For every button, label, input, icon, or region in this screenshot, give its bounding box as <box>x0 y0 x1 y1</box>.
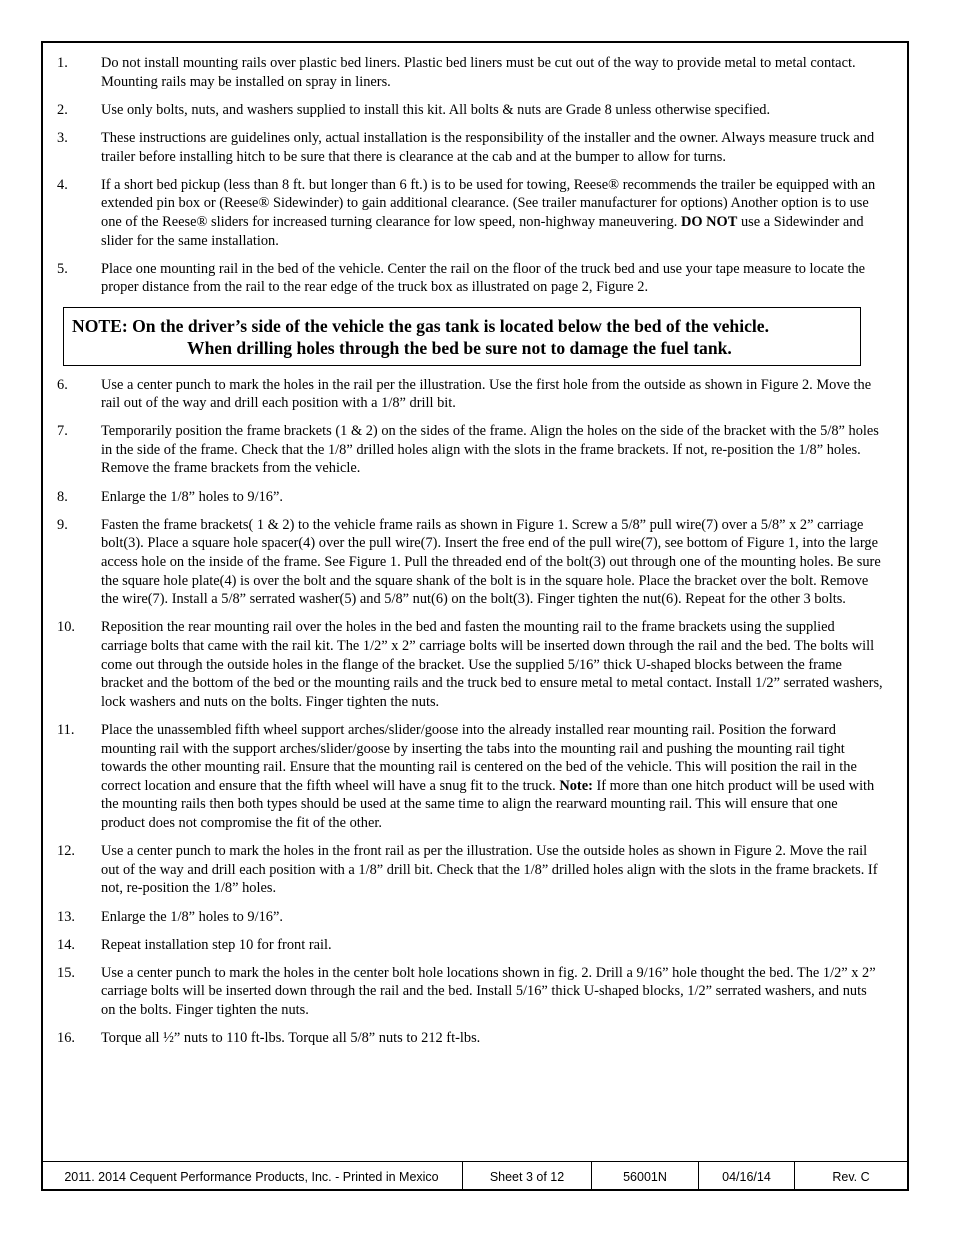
note-line-2: When drilling holes through the bed be sure not to damage the fuel tank. <box>187 337 732 358</box>
item-text: Reposition the rear mounting rail over the holes in the bed and fasten the mounting rail to the frame brackets using the supplied carriage bolts that came with the rail kit. The 1/2” x 2” carriage bolts will be inserted down through the rail and the bed. The bolts will come out through the outside holes in the flange of the bracket. Use the supplied 5/16” thick U-shaped blocks between the frame bracket and the bottom of the bed or the mounting rails and the truck bed to ensure metal to metal contact. Install 1/2” serrated washers, lock washers and nuts on the bolts. Finger tighten the nuts. <box>101 619 883 710</box>
item-number: 7. <box>57 423 68 440</box>
instruction-group-a <box>57 54 883 297</box>
instruction-item <box>57 516 883 609</box>
fuel-tank-note <box>63 307 861 366</box>
instruction-item <box>57 488 883 507</box>
item-number: 9. <box>57 516 68 533</box>
item-number: 13. <box>57 908 75 925</box>
item-text-part: If more than one hitch product will be used with the mounting rails then both types should be used at the same time to align the rearward mounting rail. This will ensure that one product does not compromise the fit of the other. <box>101 777 875 831</box>
instruction-list <box>57 54 883 1057</box>
item-number: 2. <box>57 101 68 118</box>
item-text <box>101 176 883 250</box>
instruction-item <box>57 1029 883 1048</box>
item-text: Use a center punch to mark the holes in the front rail as per the illustration. Use the outside holes as shown in Figure 2. Move the rail out of the way and drill each position with a 1/8” drill bit. Check that the 1/8” drilled holes align with the slots in the frame brackets. If not, re-position the 1/8” holes. <box>101 843 878 897</box>
item-text: Use a center punch to mark the holes in the rail per the illustration. Use the first hole from the outside as shown in Figure 2. Move the rail out of the way and drill each position with a 1/8” drill bit. <box>101 376 872 412</box>
instruction-item <box>57 129 883 166</box>
item-text: Fasten the frame brackets( 1 & 2) to the vehicle frame rails as shown in Figure 1. Screw a 5/8” pull wire(7) over a 5/8” x 2” carriage bolt(3). Place a square hole spacer(4) over the pull wire(7). Insert the free end of the pull wire(7), see bottom of Figure 1, into the large access hole on the inside of the frame. See Figure 1. Pull the threaded end of the bolt(3) out through one of the mounting holes. Be sure the square hole plate(4) is over the bolt and the square shank of the bolt is in the square hole. Place the bracket over the bolt. Remove the wire(7). Install a 5/8” serrated washer(5) and 5/8” nut(6) on the bolt(3). Finger tighten the nut(6). Repeat for the other 3 bolts. <box>101 516 881 608</box>
item-text: Use a center punch to mark the holes in the center bolt hole locations shown in fig. 2. Drill a 9/16” hole thought the bed. The 1/2” x 2” carriage bolts will be inserted down through the rail and the bed. Install 5/16” thick U-shaped blocks, 1/2” serrated washers, and nuts on the bolts. Finger tighten the nuts. <box>101 964 876 1019</box>
footer-date: 04/16/14 <box>699 1162 795 1191</box>
footer-sheet: Sheet 3 of 12 <box>463 1162 592 1191</box>
instruction-item <box>57 721 883 833</box>
item-text: Use only bolts, nuts, and washers supplied to install this kit. All bolts & nuts are Grade 8 unless otherwise specified. <box>101 101 771 118</box>
item-text: Enlarge the 1/8” holes to 9/16”. <box>101 908 283 925</box>
item-text-part: Place the unassembled fifth wheel support arches/slider/goose into the already installed rear mounting rail. Position the forward mounting rail with the support arches/slider/goose by inserting the tabs into the mounting rail and pushing the mounting rail tight towards the other mounting rail. Ensure that the mounting rail is centered on the bed of the vehicle. This will position the rail in the correct location and ensure that the fifth wheel will have a snug fit to the truck. <box>101 721 857 794</box>
item-text: Enlarge the 1/8” holes to 9/16”. <box>101 488 283 505</box>
instruction-item <box>57 936 883 955</box>
instruction-item <box>57 422 883 478</box>
item-number: 15. <box>57 964 75 981</box>
instruction-item <box>57 260 883 297</box>
item-number: 1. <box>57 55 68 71</box>
item-emphasis: Note: <box>559 777 593 794</box>
item-emphasis: DO NOT <box>680 213 738 230</box>
item-text: Repeat installation step 10 for front rail. <box>101 936 332 953</box>
item-number: 16. <box>57 1030 75 1047</box>
instruction-item <box>57 101 883 120</box>
instruction-item <box>57 54 883 91</box>
item-number: 3. <box>57 129 68 146</box>
instruction-item <box>57 376 883 413</box>
item-text-part: If a short bed pickup (less than 8 ft. but longer than 6 ft.) is to be used for towing, Reese® recommends the trailer be equipped with an extended pin box or (Reese® Sidewinder) to gain additional clearance. (See trailer manufacturer for options) Another option is to use one of the Reese® sliders for increased turning clearance for low speed, non-highway maneuvering. <box>101 176 876 230</box>
instruction-item <box>57 176 883 250</box>
instruction-item <box>57 908 883 927</box>
item-text: Do not install mounting rails over plastic bed liners. Plastic bed liners must be cut out of the way to provide metal to metal contact. Mounting rails may be installed on spray in liners. <box>101 55 856 90</box>
item-number: 4. <box>57 176 68 193</box>
item-number: 8. <box>57 488 68 505</box>
footer-revision: Rev. C <box>832 1169 870 1184</box>
item-text <box>101 721 883 833</box>
instruction-item <box>57 842 883 898</box>
instruction-item <box>57 964 883 1020</box>
item-text-part: use a Sidewinder and slider for the same installation. <box>101 213 864 249</box>
item-number: 11. <box>57 721 75 738</box>
item-number: 14. <box>57 936 75 953</box>
footer-table <box>41 1161 909 1191</box>
item-number: 6. <box>57 376 68 393</box>
item-text: These instructions are guidelines only, actual installation is the responsibility of the installer and the owner. Always measure truck and trailer before installing hitch to be sure that there is clearance at the cab and at the bumper to allow for turns. <box>101 129 875 165</box>
footer-copyright: 2011. 2014 Cequent Performance Products, Inc. - Printed in Mexico <box>41 1162 463 1191</box>
item-text: Temporarily position the frame brackets (1 & 2) on the sides of the frame. Align the holes on the side of the bracket with the 5/8” holes in the side of the frame. Check that the 1/8” drilled holes align with the slots in the frame brackets. If not, re-position the 1/8” holes. Remove the frame brackets from the vehicle. <box>101 423 879 477</box>
instruction-item <box>57 618 883 711</box>
footer-part-number: 56001N <box>592 1162 699 1191</box>
item-text: Torque all ½” nuts to 110 ft-lbs. Torque all 5/8” nuts to 212 ft-lbs. <box>101 1030 481 1047</box>
item-number: 12. <box>57 843 75 860</box>
item-number: 5. <box>57 260 68 277</box>
item-number: 10. <box>57 619 75 636</box>
instruction-group-b <box>57 376 883 1048</box>
note-line-1: NOTE: On the driver’s side of the vehicle the gas tank is located below the bed of the vehicle. <box>72 315 770 336</box>
item-text: Place one mounting rail in the bed of the vehicle. Center the rail on the floor of the truck bed and use your tape measure to locate the proper distance from the rail to the rear edge of the truck box as illustrated on page 2, Figure 2. <box>101 260 866 296</box>
